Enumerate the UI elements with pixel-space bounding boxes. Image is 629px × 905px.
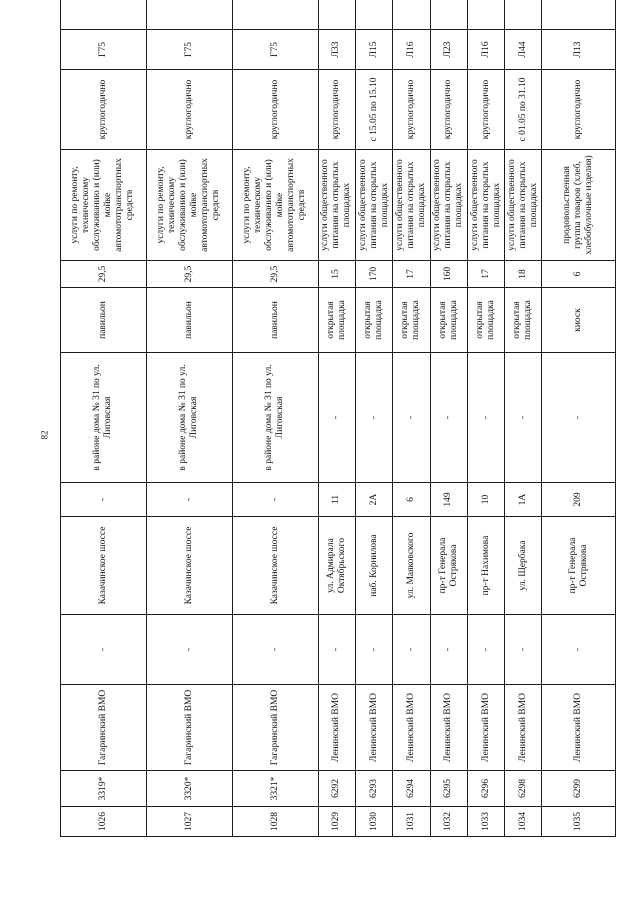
cell-scheme-code: Л23 (430, 30, 467, 70)
cell-area: 29,5 (61, 261, 147, 288)
cell-blank-col: - (146, 615, 232, 685)
cell-location-note: - (505, 353, 542, 483)
cell-row-number: 1032 (430, 807, 467, 837)
cell-scheme-code: Л16 (393, 30, 430, 70)
cell-street: Казачинское шоссе (61, 517, 147, 615)
cell-blank-col: - (505, 615, 542, 685)
cell-location-note: - (430, 353, 467, 483)
cell-row-number: 1029 (318, 807, 355, 837)
table-row (542, 0, 616, 837)
cell-row-number: 1026 (61, 807, 147, 837)
table-row (61, 0, 147, 837)
cell-purpose: услуги общественного питания на открытых площадках (467, 150, 504, 261)
cell-street: Казачинское шоссе (232, 517, 318, 615)
cell-street: пр-т Генерала Острякова (542, 517, 616, 615)
cell-object-id: 6299 (542, 771, 616, 807)
cell-object-id: 3320* (146, 771, 232, 807)
cell-row-number: 1028 (232, 807, 318, 837)
cell-scheme-code: Л44 (505, 30, 542, 70)
cell-area: 18 (505, 261, 542, 288)
rotated-table-container (60, 5, 616, 837)
cell-last-col (505, 0, 542, 30)
cell-house-number: 2А (356, 483, 393, 517)
cell-object-id: 6294 (393, 771, 430, 807)
cell-purpose: услуги общественного питания на открытых площадках (318, 150, 355, 261)
cell-house-number: - (232, 483, 318, 517)
cell-row-number: 1031 (393, 807, 430, 837)
cell-period: круглогодично (393, 70, 430, 150)
cell-district: Гагаринский ВМО (61, 685, 147, 771)
cell-house-number: - (61, 483, 147, 517)
page-number: 82 (39, 430, 50, 440)
cell-object-id: 6295 (430, 771, 467, 807)
cell-purpose: услуги общественного питания на открытых площадках (505, 150, 542, 261)
cell-street: наб. Корнилова (356, 517, 393, 615)
cell-object-id: 6292 (318, 771, 355, 807)
cell-street: ул. Щербака (505, 517, 542, 615)
cell-area: 29,5 (232, 261, 318, 288)
cell-last-col (393, 0, 430, 30)
cell-purpose: услуги по ремонту, техническому обслуживанию и (или) мойке автомототранспортных средств (146, 150, 232, 261)
table-row (505, 0, 542, 837)
cell-district: Ленинский ВМО (430, 685, 467, 771)
cell-last-col (61, 0, 147, 30)
cell-object-type: открытая площадка (430, 288, 467, 353)
cell-object-type: открытая площадка (393, 288, 430, 353)
cell-object-id: 6296 (467, 771, 504, 807)
table-row (430, 0, 467, 837)
table-row (393, 0, 430, 837)
cell-last-col (356, 0, 393, 30)
cell-period: с 15.05 по 15.10 (356, 70, 393, 150)
cell-location-note: - (356, 353, 393, 483)
cell-scheme-code: Л13 (542, 30, 616, 70)
cell-area: 15 (318, 261, 355, 288)
cell-house-number: 10 (467, 483, 504, 517)
cell-area: 17 (393, 261, 430, 288)
cell-location-note: в районе дома № 31 по ул. Лиговская (146, 353, 232, 483)
cell-object-type: павильон (232, 288, 318, 353)
cell-purpose: продовольственная группа товаров (хлеб, хлебобулочные изделия) (542, 150, 616, 261)
cell-street: ул. Маяковского (393, 517, 430, 615)
cell-house-number: 11 (318, 483, 355, 517)
cell-house-number: 6 (393, 483, 430, 517)
cell-row-number: 1027 (146, 807, 232, 837)
cell-street: Казачинское шоссе (146, 517, 232, 615)
cell-district: Ленинский ВМО (467, 685, 504, 771)
cell-area: 160 (430, 261, 467, 288)
cell-house-number: 1А (505, 483, 542, 517)
cell-object-type: павильон (146, 288, 232, 353)
cell-location-note: - (318, 353, 355, 483)
cell-house-number: 209 (542, 483, 616, 517)
cell-district: Ленинский ВМО (542, 685, 616, 771)
table-row (318, 0, 355, 837)
cell-purpose: услуги общественного питания на открытых площадках (430, 150, 467, 261)
cell-period: круглогодично (542, 70, 616, 150)
cell-period: круглогодично (430, 70, 467, 150)
cell-object-id: 6298 (505, 771, 542, 807)
cell-last-col (467, 0, 504, 30)
cell-row-number: 1034 (505, 807, 542, 837)
registry-table (60, 0, 616, 837)
cell-period: круглогодично (467, 70, 504, 150)
cell-street: ул. Адмирала Октябрьского (318, 517, 355, 615)
cell-scheme-code: Г75 (232, 30, 318, 70)
cell-object-type: павильон (61, 288, 147, 353)
cell-scheme-code: Л15 (356, 30, 393, 70)
cell-street: пр-т Нахимова (467, 517, 504, 615)
cell-purpose: услуги общественного питания на открытых площадках (393, 150, 430, 261)
cell-scheme-code: Г75 (61, 30, 147, 70)
cell-location-note: в районе дома № 31 по ул. Лиговская (61, 353, 147, 483)
cell-district: Ленинский ВМО (356, 685, 393, 771)
cell-area: 170 (356, 261, 393, 288)
cell-object-type: открытая площадка (318, 288, 355, 353)
cell-row-number: 1033 (467, 807, 504, 837)
cell-area: 17 (467, 261, 504, 288)
cell-period: круглогодично (146, 70, 232, 150)
cell-last-col (232, 0, 318, 30)
cell-district: Гагаринский ВМО (232, 685, 318, 771)
cell-row-number: 1035 (542, 807, 616, 837)
cell-purpose: услуги по ремонту, техническому обслуживанию и (или) мойке автомототранспортных средств (232, 150, 318, 261)
cell-object-type: открытая площадка (505, 288, 542, 353)
cell-object-type: открытая площадка (356, 288, 393, 353)
cell-purpose: услуги общественного питания на открытых площадках (356, 150, 393, 261)
cell-blank-col: - (393, 615, 430, 685)
cell-blank-col: - (467, 615, 504, 685)
cell-last-col (430, 0, 467, 30)
cell-house-number: 149 (430, 483, 467, 517)
cell-last-col (318, 0, 355, 30)
table-body (61, 0, 616, 837)
cell-blank-col: - (356, 615, 393, 685)
cell-district: Ленинский ВМО (318, 685, 355, 771)
cell-location-note: в районе дома № 31 по ул. Лиговская (232, 353, 318, 483)
cell-district: Ленинский ВМО (393, 685, 430, 771)
cell-blank-col: - (542, 615, 616, 685)
cell-scheme-code: Г75 (146, 30, 232, 70)
cell-scheme-code: Л33 (318, 30, 355, 70)
cell-last-col (146, 0, 232, 30)
cell-scheme-code: Л16 (467, 30, 504, 70)
table-row (356, 0, 393, 837)
cell-object-id: 3321* (232, 771, 318, 807)
cell-object-type: киоск (542, 288, 616, 353)
table-row (146, 0, 232, 837)
cell-area: 29,5 (146, 261, 232, 288)
cell-object-type: открытая площадка (467, 288, 504, 353)
cell-district: Ленинский ВМО (505, 685, 542, 771)
cell-object-id: 6293 (356, 771, 393, 807)
cell-blank-col: - (232, 615, 318, 685)
cell-row-number: 1030 (356, 807, 393, 837)
cell-purpose: услуги по ремонту, техническому обслуживанию и (или) мойке автомототранспортных средств (61, 150, 147, 261)
cell-object-id: 3319* (61, 771, 147, 807)
cell-location-note: - (467, 353, 504, 483)
table-row (467, 0, 504, 837)
cell-location-note: - (393, 353, 430, 483)
cell-last-col (542, 0, 616, 30)
cell-period: с 01.05 по 31.10 (505, 70, 542, 150)
cell-blank-col: - (430, 615, 467, 685)
cell-blank-col: - (61, 615, 147, 685)
cell-street: пр-т Генерала Острякова (430, 517, 467, 615)
cell-district: Гагаринский ВМО (146, 685, 232, 771)
table-row (232, 0, 318, 837)
cell-location-note: - (542, 353, 616, 483)
cell-area: 6 (542, 261, 616, 288)
cell-period: круглогодично (61, 70, 147, 150)
cell-period: круглогодично (232, 70, 318, 150)
cell-period: круглогодично (318, 70, 355, 150)
cell-blank-col: - (318, 615, 355, 685)
cell-house-number: - (146, 483, 232, 517)
